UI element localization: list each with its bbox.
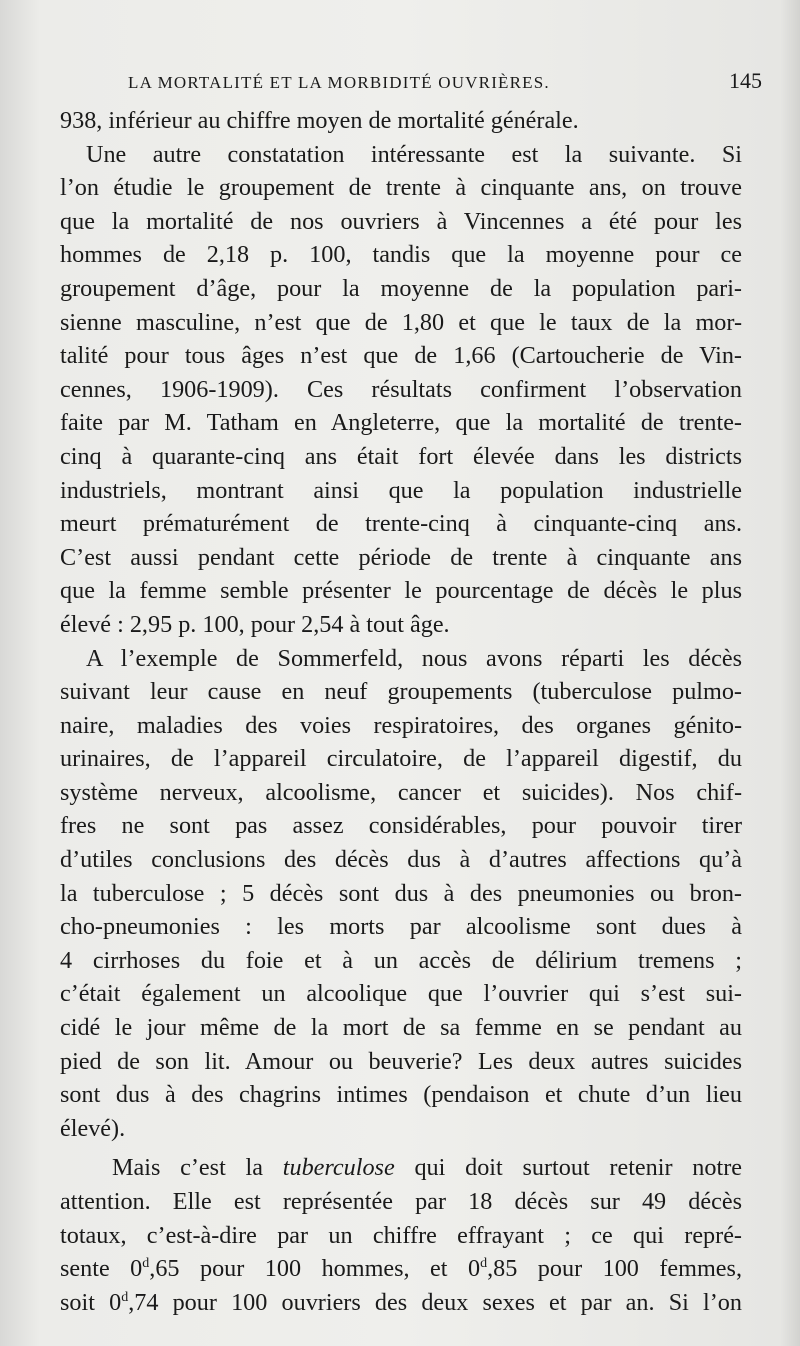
text-run: ,65 pour 100 hommes, et 0 [149,1255,481,1283]
text-run: Mais c’est la [112,1154,283,1182]
text-line: fres ne sont pas assez considérables, pour pouvoir tirer [60,812,742,840]
text-line: cennes, 1906-1909). Ces résultats confirment l’observation [60,375,742,403]
emphasis-term: tuberculose [282,1154,395,1182]
text-line: système nerveux, alcoolisme, cancer et suicides). Nos chif- [60,778,742,806]
text-line: 938, inférieur au chiffre moyen de mortalité générale. [60,107,579,134]
text-run: ,74 pour 100 ouvriers des deux sexes et par an. Si l’on [128,1288,742,1316]
text-line: sienne masculine, n’est que de 1,80 et que le taux de la mor- [60,308,742,336]
text-line: C’est aussi pendant cette période de trente à cinquante ans [60,543,742,571]
text-line: élevé : 2,95 p. 100, pour 2,54 à tout âge. [60,610,450,638]
text-line: la tuberculose ; 5 décès sont dus à des pneumonies ou bron- [60,879,742,907]
text-line: meurt prématurément de trente-cinq à cinquante-cinq ans. [60,510,742,538]
text-line: sont dus à des chagrins intimes (pendaison et chute d’un lieu [60,1081,742,1109]
text-line: 4 cirrhoses du foie et à un accès de délirium tremens ; [60,946,742,974]
text-line: hommes de 2,18 p. 100, tandis que la moyenne pour ce [60,241,742,269]
text-line: cho-pneumonies : les morts par alcoolisme sont dues à [60,913,742,941]
paragraph-causes-of-death [60,642,742,1146]
text-line: totaux, c’est-à-dire par un chiffre effrayant ; ce qui repré- [60,1221,742,1249]
text-run: sente 0 [60,1255,143,1283]
superscript: d [142,1256,150,1272]
text-line: attention. Elle est représentée par 18 décès sur 49 décès [60,1188,742,1215]
text-line: que la femme semble présenter le pourcentage de décès le plus [60,577,742,605]
text-line: pied de son lit. Amour ou beuverie? Les deux autres suicides [60,1047,742,1075]
text-line: cidé le jour même de la mort de sa femme en se pendant au [60,1014,742,1042]
text-line: que la mortalité de nos ouvriers à Vincennes a été pour les [60,207,742,235]
paragraph-continuation [60,104,742,138]
paragraph-mortality-age-group [60,138,742,642]
text-line: naire, maladies des voies respiratoires, des organes génito- [60,711,742,739]
superscript: d [480,1256,488,1272]
text-line: groupement d’âge, pour la moyenne de la population pari- [60,274,742,302]
text-line: Une autre constatation intéressante est la suivante. Si [86,140,742,168]
text-line: A l’exemple de Sommerfeld, nous avons réparti les décès [86,644,742,672]
text-line: cinq à quarante-cinq ans était fort élevée dans les districts [60,442,742,470]
text-line: élevé). [60,1114,126,1142]
page-header [128,68,768,94]
text-line: urinaires, de l’appareil circulatoire, de l’appareil digestif, du [60,745,742,773]
page-number: 145 [729,68,762,93]
running-title: LA MORTALITÉ ET LA MORBIDITÉ OUVRIÈRES. [128,73,550,92]
text-line: faite par M. Tatham en Angleterre, que la mortalité de trente- [60,409,742,437]
text-line [60,1286,742,1320]
text-line: l’on étudie le groupement de trente à cinquante ans, on trouve [60,174,742,202]
text-line: c’était également un alcoolique que l’ouvrier qui s’est sui- [60,980,742,1008]
text-line: suivant leur cause en neuf groupements (tuberculose pulmo- [60,678,742,706]
text-line [60,1252,742,1286]
text-line [60,1151,742,1185]
text-run: ,85 pour 100 femmes, [487,1255,742,1283]
body-text [60,104,742,1319]
paragraph-tuberculosis [60,1151,742,1319]
text-line: talité pour tous âges n’est que de 1,66 (Cartoucherie de Vin- [60,342,742,370]
text-run: qui doit surtout retenir notre [394,1154,742,1182]
text-line: d’utiles conclusions des décès dus à d’autres affections qu’à [60,846,742,874]
text-line: industriels, montrant ainsi que la population industrielle [60,476,742,504]
text-run: soit 0 [60,1288,122,1316]
superscript: d [121,1289,129,1305]
